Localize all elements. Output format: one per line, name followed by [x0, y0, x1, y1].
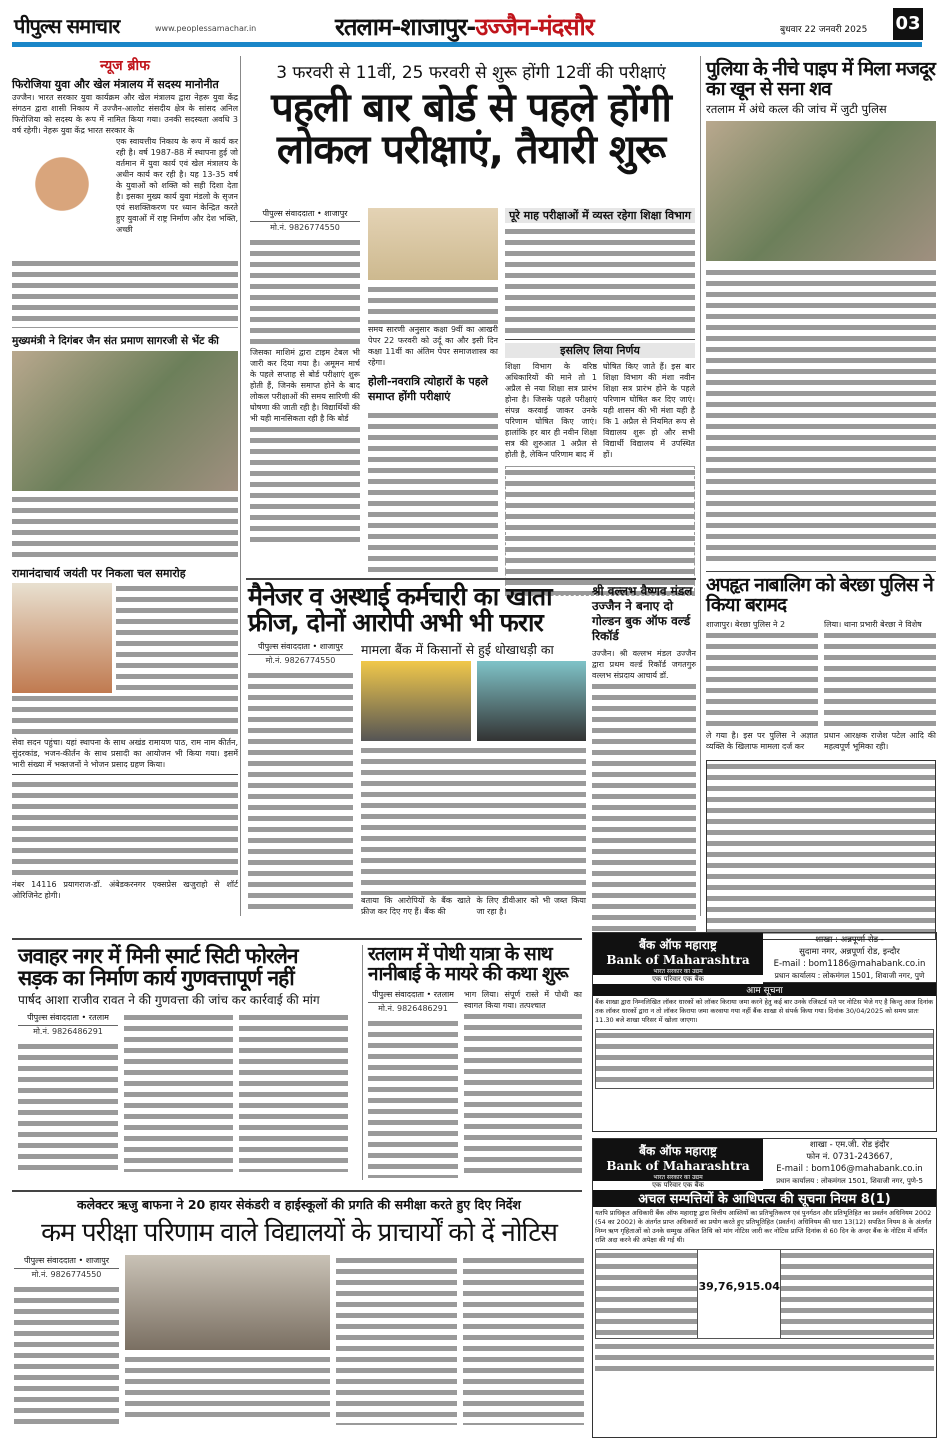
website-url[interactable]: www.peoplessamachar.in	[155, 24, 257, 33]
edition-title-black: रतलाम-शाजापुर-	[335, 13, 476, 41]
lead-text-3: शिक्षा विभाग के वरिष्ठ अधिकारियों की माने तो 1 अप्रैल से नया शिक्षा सत्र प्रारंभ होना है। जिसके पहले परीक्षाएं संपन्न करवाई जाकर उनके परिणाम घोषित किए जाएं। हालांकि हर बार ही नवीन शिक्षा सत्र की शुरुआत 1 अप्रैल से होती है, लेकिन परिणाम बाद में	[505, 362, 597, 459]
pothi-mobile: मो.नं. 9826486291	[378, 1003, 448, 1013]
branch-phone: फोन नं. 0731-243667,	[806, 1152, 893, 1162]
jawahar-text-c	[239, 1012, 348, 1172]
notice-text: यतपि प्राधिकृत अधिकारी बैंक ऑफ महाराष्ट्र द्वारा वित्तीय आस्तियों का प्रतिभूतिकरण एवं पुनर्गठन और प्रतिभूतिहित का प्रवर्तन अधिनियम 2002 (54 का 2002) के अंतर्गत प्राप्त अधिकारों का प्रयोग करते हुए प्रतिभूतिहित (प्रवर्तन) अधिनियम की धारा 13(12) सपठित नियम 8 के अंतर्गत निम्न ऋण गृहिताओं को उनके सम्मुख अंकित तिथि को मांग नोटिस जारी कर नोटिस प्राप्ति दिनांक से 60 दिन के अन्दर बैंक के नोटिस में वर्णित राशि अदा करने की अपेक्षा की गई थी।	[595, 1209, 932, 1244]
bank-fraud-kicker: मामला बैंक में किसानों से हुई धोखाधड़ी का	[361, 641, 554, 657]
pothi-story	[368, 945, 582, 1178]
bank-name-en: Bank of Maharashtra	[606, 953, 750, 967]
brief-1-text-cont: एक स्वायत्तीय निकाय के रूप में कार्य कर रही है। वर्ष 1987-88 में स्थापना हुई जो वर्तमान में युवा कार्य एवं खेल मंत्रालय के अधीन कार्य कर रही है। यह 13-35 वर्ष के युवाओं को शक्ति को सही दिशा देता है। इसका मुख्य कार्य युवा मंडलो के सृजन एवं सशक्तिकरण पर ध्यान केन्द्रित करते हुए युवाओं में राष्ट्र निर्माण और देश भक्ति, अच्छी	[116, 137, 238, 234]
bank-logo	[593, 933, 763, 982]
lead-text-a	[250, 237, 360, 347]
brief-3-title: रामानंदाचार्य जयंती पर निकला चल समारोह	[12, 567, 186, 580]
kidnap-text-1: शाजापुर। बेरछा पुलिस ने 2	[706, 619, 786, 629]
notice-text: बैंक शाखा द्वारा निम्नलिखित लॉकर धारकों को लॉकर किराया जमा करने हेतु कई बार उनके रजिस्टर्ड पते पर नोटिस भेजे गए है किन्तु आज दिनांक तक लॉकर धारकों द्वारा न तो लॉकर किराया जमा करवाया गया नहीं बैंक शाखा से संपर्क किया गया। दिनांक 30/04/2025 को समय प्रातः 11.30 बजे शाखा परिसर में खोला जाएगा।	[595, 998, 934, 1024]
right-top-text	[706, 267, 936, 567]
lead-subhead-reason: इसलिए लिया निर्णय	[505, 343, 695, 358]
header-rule	[12, 42, 922, 47]
notice-footer	[595, 1341, 934, 1371]
column-divider	[700, 56, 701, 916]
lead-col-1	[250, 208, 360, 544]
lead-byline: पीपुल्स संवाददाता • शाजापुर	[250, 208, 360, 222]
pothi-headline-1: रतलाम में पोथी यात्रा के साथ	[368, 943, 552, 965]
brief-4-text-body	[12, 779, 238, 879]
lead-col-3	[505, 208, 695, 596]
bank-fraud-mobile: मो.नं. 9826774550	[265, 655, 336, 665]
borrower-column	[596, 1250, 697, 1338]
ramanand-photo	[12, 583, 112, 693]
vallabh-text: उज्जैन। श्री वल्लभ मंडल उज्जैन द्वारा प्रथम वर्ल्ड रिकॉर्ड जगतगुरु वल्लभ संप्रदाय आचार्य डॉ.	[592, 649, 696, 680]
brief-1-text: उज्जैन। भारत सरकार युवा कार्यक्रम और खेल मंत्रालय द्वारा नेहरू युवा केंद्र संगठन द्वारा शासी निकाय में उज्जैन-आलोट संसदीय क्षेत्र के सांसद अनिल फिरोजिया को सदस्य के रूप में नामित किया गया। उनकी सदस्यता अवधि 3 वर्ष रहेगी। नेहरू युवा केंद्र भारत सरकार के	[12, 93, 238, 135]
collector-text-d	[463, 1255, 584, 1425]
issue-date: बुधवार 22 जनवरी 2025	[780, 25, 868, 35]
head-office: प्रधान कार्यालय : लोकमंगल 1501, शिवाजी नगर, पुणे-5	[776, 1177, 923, 1185]
divider	[12, 1190, 582, 1192]
lead-text-1: जिसका माशिमं द्वारा टाइम टेबल भी जारी कर दिया गया है। अमूमन मार्च के पहले सप्ताह से बोर्ड परीक्षाएं शुरू होती हैं, जिनके समाप्त होने के बाद लोकल परीक्षाओं की समय सारिणी की घोषणा की जाती रही है। विद्यार्थियों की भी यही मानसिकता रही है कि बोर्ड	[250, 348, 361, 423]
brief-3-text-side	[116, 583, 238, 693]
branch-address: सुदामा नगर, अन्नपूर्णा रोड, इन्दौर	[799, 947, 900, 957]
branch-name: शाखा : अन्नपूर्णा रोड -	[815, 935, 884, 945]
bank-slogan: एक परिवार एक बैंक	[593, 1181, 763, 1190]
collector-byline: पीपुल्स संवाददाता • शाजापुर	[14, 1255, 119, 1269]
news-brief-column	[12, 56, 238, 916]
brief-4-text: नंबर 14116 प्रयागराज-डॉ. अंबेडकरनगर एक्सप्रेस खजुराहो से शॉर्ट ओरिजिनेट होगी।	[12, 880, 238, 900]
bank-tagline: भारत सरकार का उद्यम	[653, 1174, 703, 1181]
jawahar-story	[18, 945, 348, 1172]
divider	[505, 339, 695, 340]
lead-story	[246, 60, 696, 171]
bank-fraud-text-a	[248, 670, 353, 910]
column-divider	[240, 56, 241, 916]
bank-fraud-story	[248, 584, 586, 917]
bank-fraud-text: बताया कि आरोपियों के बैंक खाते फ्रीज कर दिए गए हैं। बैंक की	[361, 895, 471, 916]
bank-slogan: एक परिवार एक बैंक	[593, 975, 763, 984]
brief-3-text: सेवा सदन पहुंचा। यहां स्थापना के साथ अखंड रामायण पाठ, राम नाम कीर्तन, सुंदरकांड, भजन-कीर्तन के साथ प्रसादी का आयोजन भी किया गया। इसमें भारी संख्या में भक्तजनों ने भोजन प्रसाद ग्रहण किया।	[12, 738, 238, 769]
bank-fraud-byline: पीपुल्स संवाददाता • शाजापुर	[248, 641, 353, 655]
bank-notice-ad-1	[592, 932, 937, 1132]
newspaper-logo: पीपुल्स समाचार	[14, 14, 120, 38]
lead-quote-box	[505, 466, 695, 596]
kidnap-headline: अपहृत नाबालिग को बेरछा पुलिस ने किया बरामद	[706, 573, 933, 616]
bank-fraud-headline-1: मैनेजर व अस्थाई कर्मचारी का खाता	[248, 582, 552, 611]
brief-2-title: मुख्यमंत्री ने दिगंबर जैन संत प्रमाण सागरजी से भेंट की	[12, 335, 219, 347]
bank-name-hi: बैंक ऑफ महाराष्ट्र	[639, 1144, 717, 1158]
collector-story	[14, 1196, 584, 1425]
column-divider	[362, 945, 363, 1180]
lead-col-2	[368, 208, 498, 580]
collector-text-b	[125, 1354, 330, 1419]
lead-subhead-festivals: होली-नवरात्रि त्योहारों के पहले समाप्त होंगी परीक्षाएं	[368, 375, 488, 403]
bank-notice-ad-2	[592, 1138, 937, 1438]
news-brief-label: न्यूज ब्रीफ	[100, 58, 150, 74]
notice-title: अचल सम्पत्तियों के आधिपत्य की सूचना नियम 8(1)	[593, 1189, 936, 1207]
bank-fraud-headline-2: फ्रीज, दोनों आरोपी अभी भी फरार	[248, 608, 543, 638]
bank-logo	[593, 1139, 763, 1189]
jawahar-text-b	[124, 1012, 233, 1172]
divider	[12, 774, 238, 775]
divider	[246, 578, 696, 580]
brief-1-text-more	[12, 258, 238, 328]
lead-headline-1: पहली बार बोर्ड से पहले होंगी	[271, 85, 671, 131]
lead-text-c	[368, 284, 498, 324]
kidnap-text-a	[706, 630, 818, 730]
jawahar-mobile: मो.नं. 9826486291	[33, 1027, 103, 1037]
collector-text-a	[14, 1284, 119, 1424]
vallabh-headline: श्री वल्लभ वैष्णव मंडल उज्जैन ने बनाए दो गोल्डन बुक ऑफ वर्ल्ड रिकॉर्ड	[592, 584, 693, 643]
jawahar-byline: पीपुल्स संवाददाता • रतलाम	[18, 1012, 118, 1026]
edition-title	[335, 10, 594, 43]
tender-notice-ad	[706, 760, 936, 940]
divider	[706, 571, 936, 572]
lead-text-4: घोषित किए जाते हैं। इस बार शिक्षा विभाग की मंशा नवीन शिक्षा सत्र प्रारंभ होने के पहले परिणाम घोषित कर दिए जाएं। यही शासन की भी मंशा यही है कि 1 अप्रैल से नियमित रूप से विद्यालय शुरू हो और सभी विद्यार्थी विद्यालय में उपस्थित हों।	[603, 362, 695, 459]
crime-scene-photo	[706, 121, 936, 261]
page-number: 03	[893, 8, 923, 40]
vallabh-text-more	[592, 681, 696, 931]
lead-headline-2: लोकल परीक्षाएं, तैयारी शुरू	[276, 127, 666, 173]
locker-table	[595, 1029, 934, 1089]
brief-2-caption	[12, 494, 238, 560]
lead-text-b	[250, 424, 360, 544]
accused-photo-2	[477, 661, 587, 741]
branch-email[interactable]: E-mail : bom106@mahabank.co.in	[776, 1164, 923, 1174]
bank-tagline: भारत सरकार का उद्यम	[653, 968, 703, 975]
lead-kicker: 3 फरवरी से 11वीं, 25 फरवरी से शुरू होंगी 12वीं की परीक्षाएं	[276, 63, 666, 83]
branch-name: शाखा - एम.जी. रोड इंदौर	[809, 1140, 890, 1150]
vallabh-story	[592, 584, 696, 931]
bank-name-hi: बैंक ऑफ महाराष्ट्र	[639, 938, 717, 952]
lead-text-2: समय सारणी अनुसार कक्षा 9वीं का आखरी पेपर 22 फरवरी को उर्दू का और इसी दिन कक्षा 11वीं का अंतिम पेपर समाजशास्त्र का रहेगा।	[368, 325, 498, 367]
collector-text-c	[336, 1255, 457, 1425]
right-top-story	[706, 60, 936, 940]
jawahar-headline-1: जवाहर नगर में मिनी स्मार्ट सिटी फोरलेन	[18, 944, 298, 968]
bank-fraud-text-2: के लिए डीवीआर को भी जब्त किया जा रहा है।	[476, 895, 586, 916]
edition-title-red: उज्जैन-मंदसौर	[475, 13, 594, 41]
pothi-text-b	[464, 1011, 582, 1176]
jawahar-text-a	[18, 1041, 118, 1171]
meeting-photo	[125, 1255, 330, 1350]
right-top-kicker: रतलाम में अंधे कत्ल की जांच में जुटी पुलिस	[706, 101, 887, 116]
exam-illustration	[368, 208, 498, 280]
pothi-headline-2: नानीबाई के मायरे की कथा शुरू	[368, 962, 568, 985]
pothi-byline: पीपुल्स संवाददाता • रतलाम	[368, 989, 458, 1003]
kidnap-text-2: लिया। थाना प्रभारी बेरछा ने विशेष	[824, 619, 922, 629]
bank-name-en: Bank of Maharashtra	[606, 1159, 750, 1173]
kidnap-text-4: प्रधान आरक्षक राजेश पटेल आदि की महत्वपूर्ण भूमिका रही।	[824, 730, 936, 751]
bank-fraud-text-b	[361, 745, 586, 895]
brief-1-title: फिरोजिया युवा और खेल मंत्रालय में सदस्य मानोनीत	[12, 78, 219, 91]
pothi-text: भाग लिया। संपूर्ण रास्ते में पोथी का स्वागत किया गया। तत्पश्चात	[464, 989, 582, 1010]
collector-mobile: मो.नं. 9826774550	[31, 1270, 102, 1279]
divider	[12, 938, 582, 940]
lead-text-d	[368, 410, 498, 580]
cm-meeting-photo	[12, 351, 238, 491]
kidnap-text-3: ले गया है। इस पर पुलिस ने अज्ञात व्यक्ति के खिलाफ मामला दर्ज कर	[706, 730, 818, 751]
masthead	[0, 0, 945, 46]
property-column	[781, 1250, 933, 1338]
demand-amount: 39,76,915.04	[697, 1250, 780, 1338]
lead-subhead-month: पूरे माह परीक्षाओं में व्यस्त रहेगा शिक्षा विभाग	[505, 208, 695, 223]
collector-headline: कम परीक्षा परिणाम वाले विद्यालयों के प्राचार्यों को दें नोटिस	[41, 1218, 557, 1248]
head-office: प्रधान कार्यालय : लोकमंगल 1501, शिवाजी नगर, पुणे	[774, 971, 925, 980]
notice-title: आम सूचना	[593, 983, 936, 996]
kidnap-text-b	[824, 630, 936, 730]
mp-photo	[12, 136, 112, 256]
branch-email[interactable]: E-mail : bom1186@mahabank.co.in	[773, 959, 926, 969]
jawahar-kicker: पार्षद आशा राजीव रावत ने की गुणवत्ता की जांच कर कार्रवाई की मांग	[18, 993, 320, 1008]
accused-photo-1	[361, 661, 471, 741]
right-top-headline: पुलिया के नीचे पाइप में मिला मजदूर का खून से सना शव	[706, 58, 935, 100]
collector-kicker: कलेक्टर ऋजु बाफना ने 20 हायर सेकंडरी व हाईस्कूलों की प्रगति की समीक्षा करते हुए दिए निर्देश	[77, 1197, 521, 1212]
pothi-text-a	[368, 1018, 458, 1178]
lead-text-e	[505, 226, 695, 336]
brief-3-text-more	[12, 693, 238, 737]
jawahar-headline-2: सड़क का निर्माण कार्य गुणवत्तापूर्ण नहीं	[18, 966, 294, 991]
lead-mobile: मो.नं. 9826774550	[270, 223, 340, 232]
